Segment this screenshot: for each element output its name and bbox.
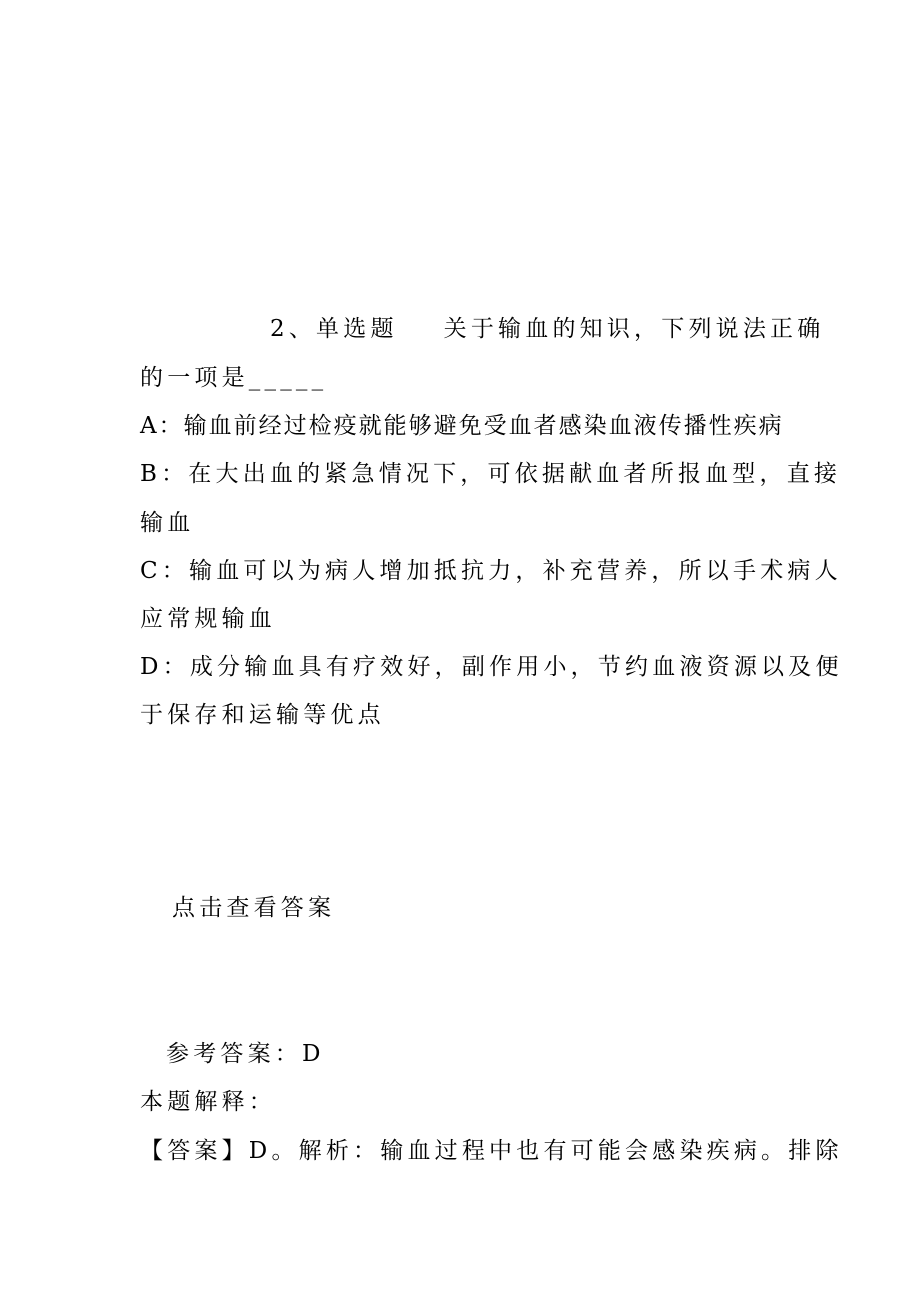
option-c: C：输血可以为病人增加抵抗力，补充营养，所以手术病人 [140,558,842,584]
option-d: D：成分输血具有疗效好，副作用小，节约血液资源以及便 [140,654,843,680]
question-stem: 关于输血的知识，下列说法正确 [443,316,825,342]
question-number: 2、 [270,316,317,342]
view-answer-link[interactable]: 点击查看答案 [172,895,336,921]
option-d-continued: 于保存和运输等优点 [140,702,385,728]
reference-answer: 参考答案：D [166,1041,325,1067]
option-b: B：在大出血的紧急情况下，可依据献血者所报血型，直接 [140,461,842,487]
explanation-text: 【答案】D。解析：输血过程中也有可能会感染疾病。排除 [140,1138,843,1164]
question-type: 单选题 [316,316,398,342]
option-a: A：输血前经过检疫就能够避免受血者感染血液传播性疾病 [140,413,784,439]
explanation-label: 本题解释： [140,1089,276,1115]
option-b-continued: 输血 [140,510,195,536]
question-header [270,314,824,344]
option-c-continued: 应常规输血 [140,606,276,632]
question-stem-continued: 的一项是_____ [140,365,328,391]
